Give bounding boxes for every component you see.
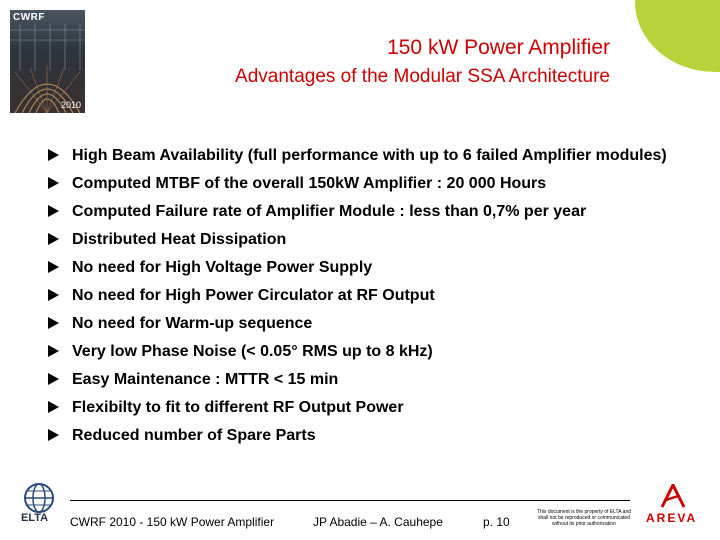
- bullet-item: [48, 314, 688, 333]
- footer-event: CWRF 2010 - 150 kW Power Amplifier: [70, 515, 275, 529]
- bullet-item: [48, 398, 688, 417]
- cwrf-logo: [10, 10, 85, 113]
- bullet-item: [48, 286, 688, 305]
- bullet-text: High Beam Availability (full performance with up to 6 failed Amplifier modules): [72, 147, 667, 164]
- areva-a-logo-icon: [660, 484, 686, 508]
- elta-logo-text: ELTA: [21, 512, 49, 524]
- areva-logo-text: AREVA: [646, 511, 698, 525]
- bullet-item: [48, 174, 688, 193]
- bullet-text: No need for Warm-up sequence: [72, 315, 313, 332]
- bullet-item: [48, 342, 688, 361]
- page-subtitle: Advantages of the Modular SSA Architecture: [235, 66, 610, 87]
- bullet-arrow-icon: [48, 177, 59, 189]
- bullet-item: [48, 202, 688, 221]
- bullet-text: No need for High Voltage Power Supply: [72, 259, 373, 276]
- bullet-arrow-icon: [48, 373, 59, 385]
- bullet-text: Easy Maintenance : MTTR < 15 min: [72, 371, 339, 388]
- bullet-arrow-icon: [48, 289, 59, 301]
- bullet-arrow-icon: [48, 345, 59, 357]
- bullet-item: [48, 230, 688, 249]
- bullet-item: [48, 258, 688, 277]
- bullet-arrow-icon: [48, 149, 59, 161]
- bullet-item: [48, 146, 688, 165]
- bullet-arrow-icon: [48, 233, 59, 245]
- footer-divider: [70, 500, 630, 501]
- cwrf-logo-text: CWRF: [13, 12, 45, 23]
- cwrf-logo-year: 2010: [60, 100, 81, 110]
- footer-authors: JP Abadie – A. Cauhepe: [313, 515, 443, 529]
- bullet-arrow-icon: [48, 317, 59, 329]
- bullet-arrow-icon: [48, 429, 59, 441]
- page-title: 150 kW Power Amplifier: [387, 36, 610, 59]
- bullet-text: Computed Failure rate of Amplifier Module : less than 0,7% per year: [72, 203, 587, 220]
- footer-confidentiality: This document is the property of ELTA and shall not be reproduced or communicated without its prior authorization: [536, 509, 632, 527]
- bullet-list: [48, 146, 688, 454]
- bullet-text: Computed MTBF of the overall 150kW Amplifier : 20 000 Hours: [72, 175, 547, 192]
- bullet-text: Very low Phase Noise (< 0.05° RMS up to 8 kHz): [72, 343, 433, 360]
- bullet-text: Reduced number of Spare Parts: [72, 427, 316, 444]
- footer-page-number: p. 10: [483, 515, 510, 529]
- cwrf-logo-art-icon: [10, 10, 85, 113]
- bullet-item: [48, 370, 688, 389]
- bullet-arrow-icon: [48, 401, 59, 413]
- bullet-text: Distributed Heat Dissipation: [72, 231, 287, 248]
- bullet-arrow-icon: [48, 261, 59, 273]
- bullet-item: [48, 426, 688, 445]
- bullet-text: No need for High Power Circulator at RF Output: [72, 287, 435, 304]
- bullet-arrow-icon: [48, 205, 59, 217]
- bullet-text: Flexibilty to fit to different RF Output Power: [72, 399, 404, 416]
- green-leaf-decoration: [635, 0, 720, 72]
